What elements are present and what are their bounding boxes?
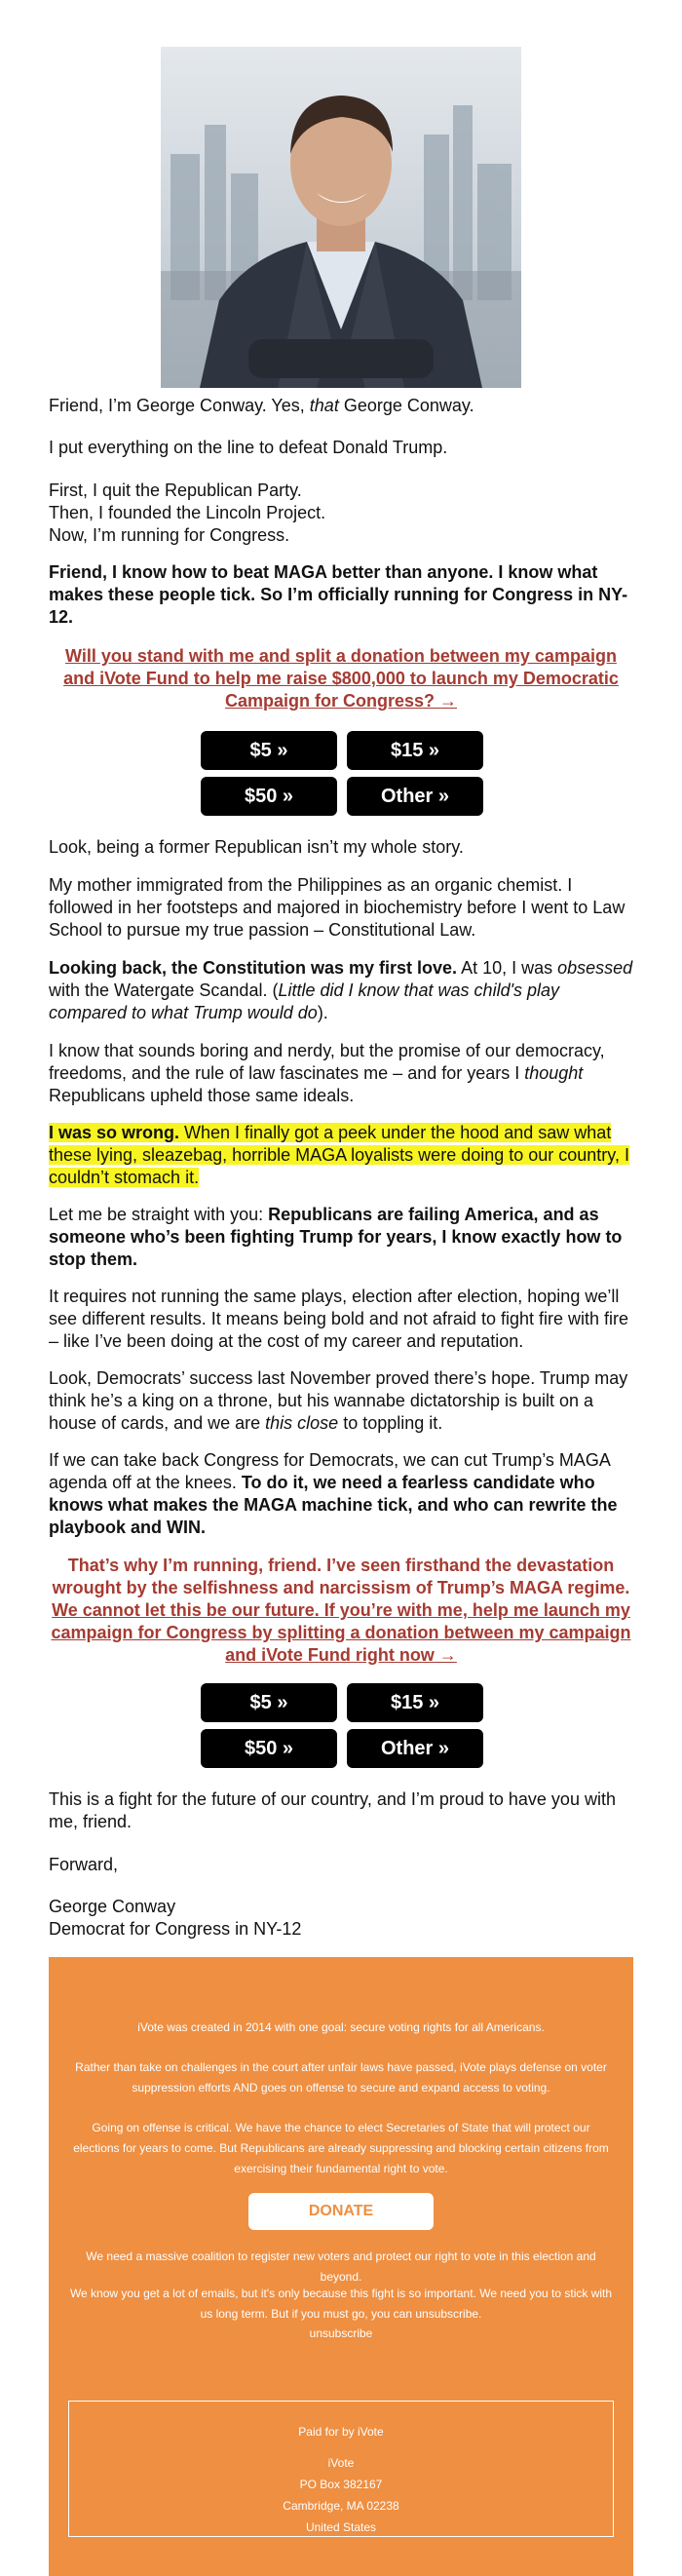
footer-paragraph-1: iVote was created in 2014 with one goal: secure voting rights for all Americans.: [137, 2020, 545, 2034]
cta-donation-link-1[interactable]: Will you stand with me and split a donation between my campaign and iVote Fund to help me raise $800,000 to launch my Democratic Campaign for Congress? →: [63, 646, 619, 711]
unsubscribe-link[interactable]: unsubscribe: [309, 2326, 373, 2340]
donate-button-row-1: [201, 731, 483, 770]
body-paragraph-9: I was so wrong. When I finally got a peek under the hood and saw what these lying, sleazebag, horrible MAGA loyalists were doing to our country, I couldn’t stomach it.: [49, 1123, 629, 1187]
city-line: Cambridge, MA 02238: [283, 2499, 399, 2513]
po-box: PO Box 382167: [299, 2478, 383, 2491]
intro-paragraph-3: First, I quit the Republican Party. Then, I founded the Lincoln Project. Now, I’m running for Congress.: [49, 481, 326, 545]
body-paragraph-13: If we can take back Congress for Democrats, we can cut Trump’s MAGA agenda off at the knees. To do it, we need a fearless candidate who knows what makes the MAGA machine tick, and who can rewrite the playbook and WIN.: [49, 1450, 618, 1537]
body-paragraph-7: Looking back, the Constitution was my first love. At 10, I was obsessed with the Watergate Scandal. (Little did I know that was child's play compared to what Trump would do).: [49, 958, 633, 1022]
footer-paragraph-4: We need a massive coalition to register new voters and protect our right to vote in this election and beyond.: [86, 2249, 596, 2284]
footer-paragraph-5: We know you get a lot of emails, but it's only because this fight is so important. We need you to stick with us long term. But if you must go, you can unsubscribe.: [69, 2287, 613, 2321]
donate-5-button[interactable]: $5 »: [201, 1683, 337, 1722]
paid-by-text: Paid for by iVote: [298, 2425, 384, 2439]
body-paragraph-10: Let me be straight with you: Republicans are failing America, and as someone who’s been fighting Trump for years, I know exactly how to stop them.: [49, 1205, 623, 1269]
body-paragraph-5: Look, being a former Republican isn’t my whole story.: [49, 837, 464, 857]
donate-other-button[interactable]: Other »: [347, 1729, 483, 1768]
intro-paragraph-1: Friend, I’m George Conway. Yes, that George Conway.: [49, 396, 474, 415]
candidate-photo: [161, 47, 521, 388]
closing-paragraph: This is a fight for the future of our country, and I’m proud to have you with me, friend.: [49, 1789, 616, 1831]
signature-name: George Conway: [49, 1897, 176, 1916]
signature-block: [49, 1896, 633, 1941]
signature-title: Democrat for Congress in NY-12: [49, 1919, 302, 1939]
body-paragraph-12: Look, Democrats’ success last November proved there’s hope. Trump may think he’s a king on a throne, but his wannabe dictatorship is built on a house of cards, and we are this close to toppling it.: [49, 1368, 628, 1433]
donate-50-button[interactable]: $50 »: [201, 1729, 337, 1768]
cta-donation-link-2[interactable]: That’s why I’m running, friend. I’ve seen firsthand the devastation wrought by the selfishness and narcissism of Trump’s MAGA regime. We cannot let this be our future. If you’re with me, help me launch my campaign for Congress by splitting a donation between my campaign and iVote Fund right now →: [51, 1556, 631, 1665]
paid-for-box: [68, 2401, 614, 2537]
donate-other-button[interactable]: Other »: [347, 777, 483, 816]
intro-paragraph-2: I put everything on the line to defeat Donald Trump.: [49, 438, 448, 457]
footer-paragraph-3: Going on offense is critical. We have the chance to elect Secretaries of State that will protect our elections for years to come. But Republicans are already suppressing and blocking certain citizens from exercising their fundamental right to vote.: [73, 2121, 609, 2175]
donate-50-button[interactable]: $50 »: [201, 777, 337, 816]
body-paragraph-8: I know that sounds boring and nerdy, but the promise of our democracy, freedoms, and the rule of law fascinates me – and for years I thought Republicans upheld those same ideals.: [49, 1041, 605, 1105]
donate-button-row-2: [201, 777, 483, 816]
org-name: iVote: [327, 2456, 355, 2470]
donate-15-button[interactable]: $15 »: [347, 1683, 483, 1722]
donate-5-button[interactable]: $5 »: [201, 731, 337, 770]
intro-paragraph-4: Friend, I know how to beat MAGA better than anyone. I know what makes these people tick. So I’m officially running for Congress in NY-12.: [49, 562, 628, 627]
footer-paragraph-2: Rather than take on challenges in the court after unfair laws have passed, iVote plays defense on voter suppression efforts AND goes on offense to secure and expand access to voting.: [75, 2060, 607, 2095]
footer: [49, 1957, 633, 2576]
donate-button-row-4: [201, 1729, 483, 1768]
body-paragraph-11: It requires not running the same plays, election after election, hoping we’ll see different results. It means being bold and not afraid to fight fire with fire – like I’ve been doing at the cost of my career and reputation.: [49, 1287, 629, 1351]
signoff: Forward,: [49, 1855, 119, 1874]
donate-15-button[interactable]: $15 »: [347, 731, 483, 770]
country-line: United States: [305, 2520, 377, 2534]
donate-button-row-3: [201, 1683, 483, 1722]
footer-donate-button[interactable]: DONATE: [248, 2193, 434, 2230]
body-paragraph-6: My mother immigrated from the Philippines as an organic chemist. I followed in her footsteps and majored in biochemistry before I went to Law School to pursue my true passion – Constitutional Law.: [49, 875, 625, 940]
